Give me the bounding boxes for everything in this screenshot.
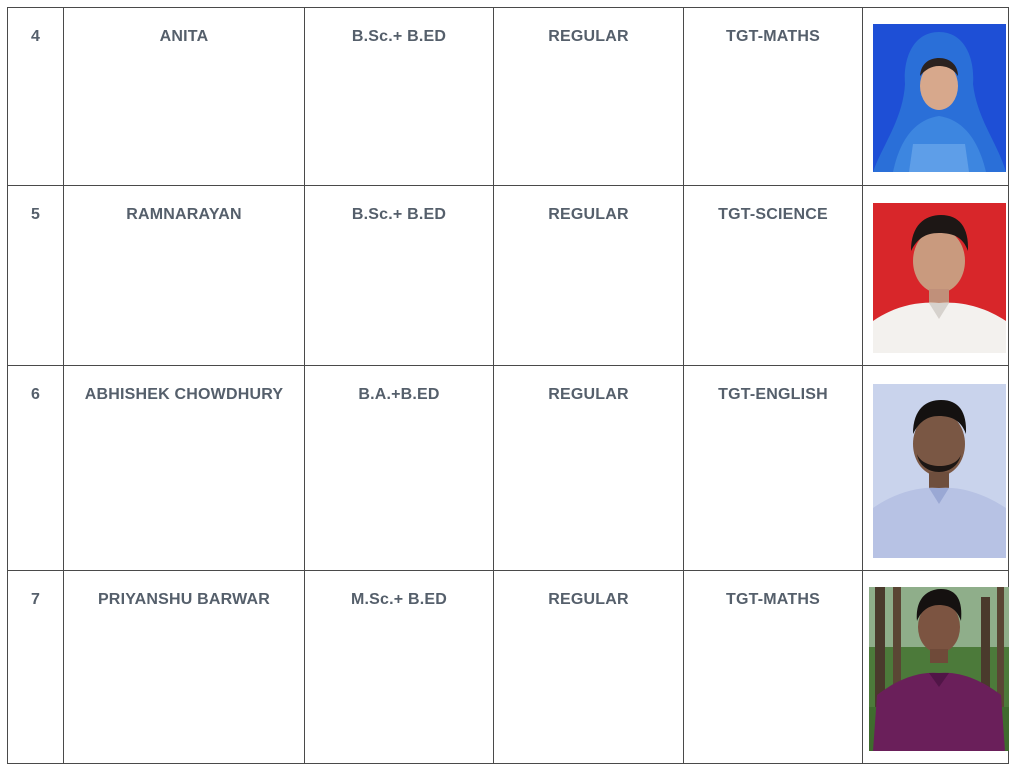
teacher-name: RAMNARAYAN: [63, 185, 304, 365]
qualification: B.Sc.+ B.ED: [304, 7, 493, 185]
serial-number: 4: [7, 7, 63, 185]
teacher-photo: [869, 587, 1009, 751]
post: TGT-MATHS: [683, 570, 862, 764]
employment-status: REGULAR: [493, 365, 683, 570]
teacher-name: ANITA: [63, 7, 304, 185]
employment-status: REGULAR: [493, 7, 683, 185]
serial-number: 5: [7, 185, 63, 365]
teacher-photo: [873, 384, 1006, 558]
teacher-photo: [873, 203, 1006, 353]
qualification: B.Sc.+ B.ED: [304, 185, 493, 365]
teacher-name: ABHISHEK CHOWDHURY: [63, 365, 304, 570]
photo-cell: [862, 365, 1009, 570]
qualification: M.Sc.+ B.ED: [304, 570, 493, 764]
post: TGT-ENGLISH: [683, 365, 862, 570]
employment-status: REGULAR: [493, 185, 683, 365]
serial-number: 6: [7, 365, 63, 570]
employment-status: REGULAR: [493, 570, 683, 764]
serial-number: 7: [7, 570, 63, 764]
table-row: [7, 570, 1009, 764]
qualification: B.A.+B.ED: [304, 365, 493, 570]
teacher-name: PRIYANSHU BARWAR: [63, 570, 304, 764]
table-row: [7, 7, 1009, 185]
table-row: [7, 185, 1009, 365]
photo-cell: [862, 7, 1009, 185]
post: TGT-MATHS: [683, 7, 862, 185]
table-row: [7, 365, 1009, 570]
photo-cell: [862, 185, 1009, 365]
teacher-photo: [873, 24, 1006, 172]
photo-cell: [862, 570, 1009, 764]
post: TGT-SCIENCE: [683, 185, 862, 365]
